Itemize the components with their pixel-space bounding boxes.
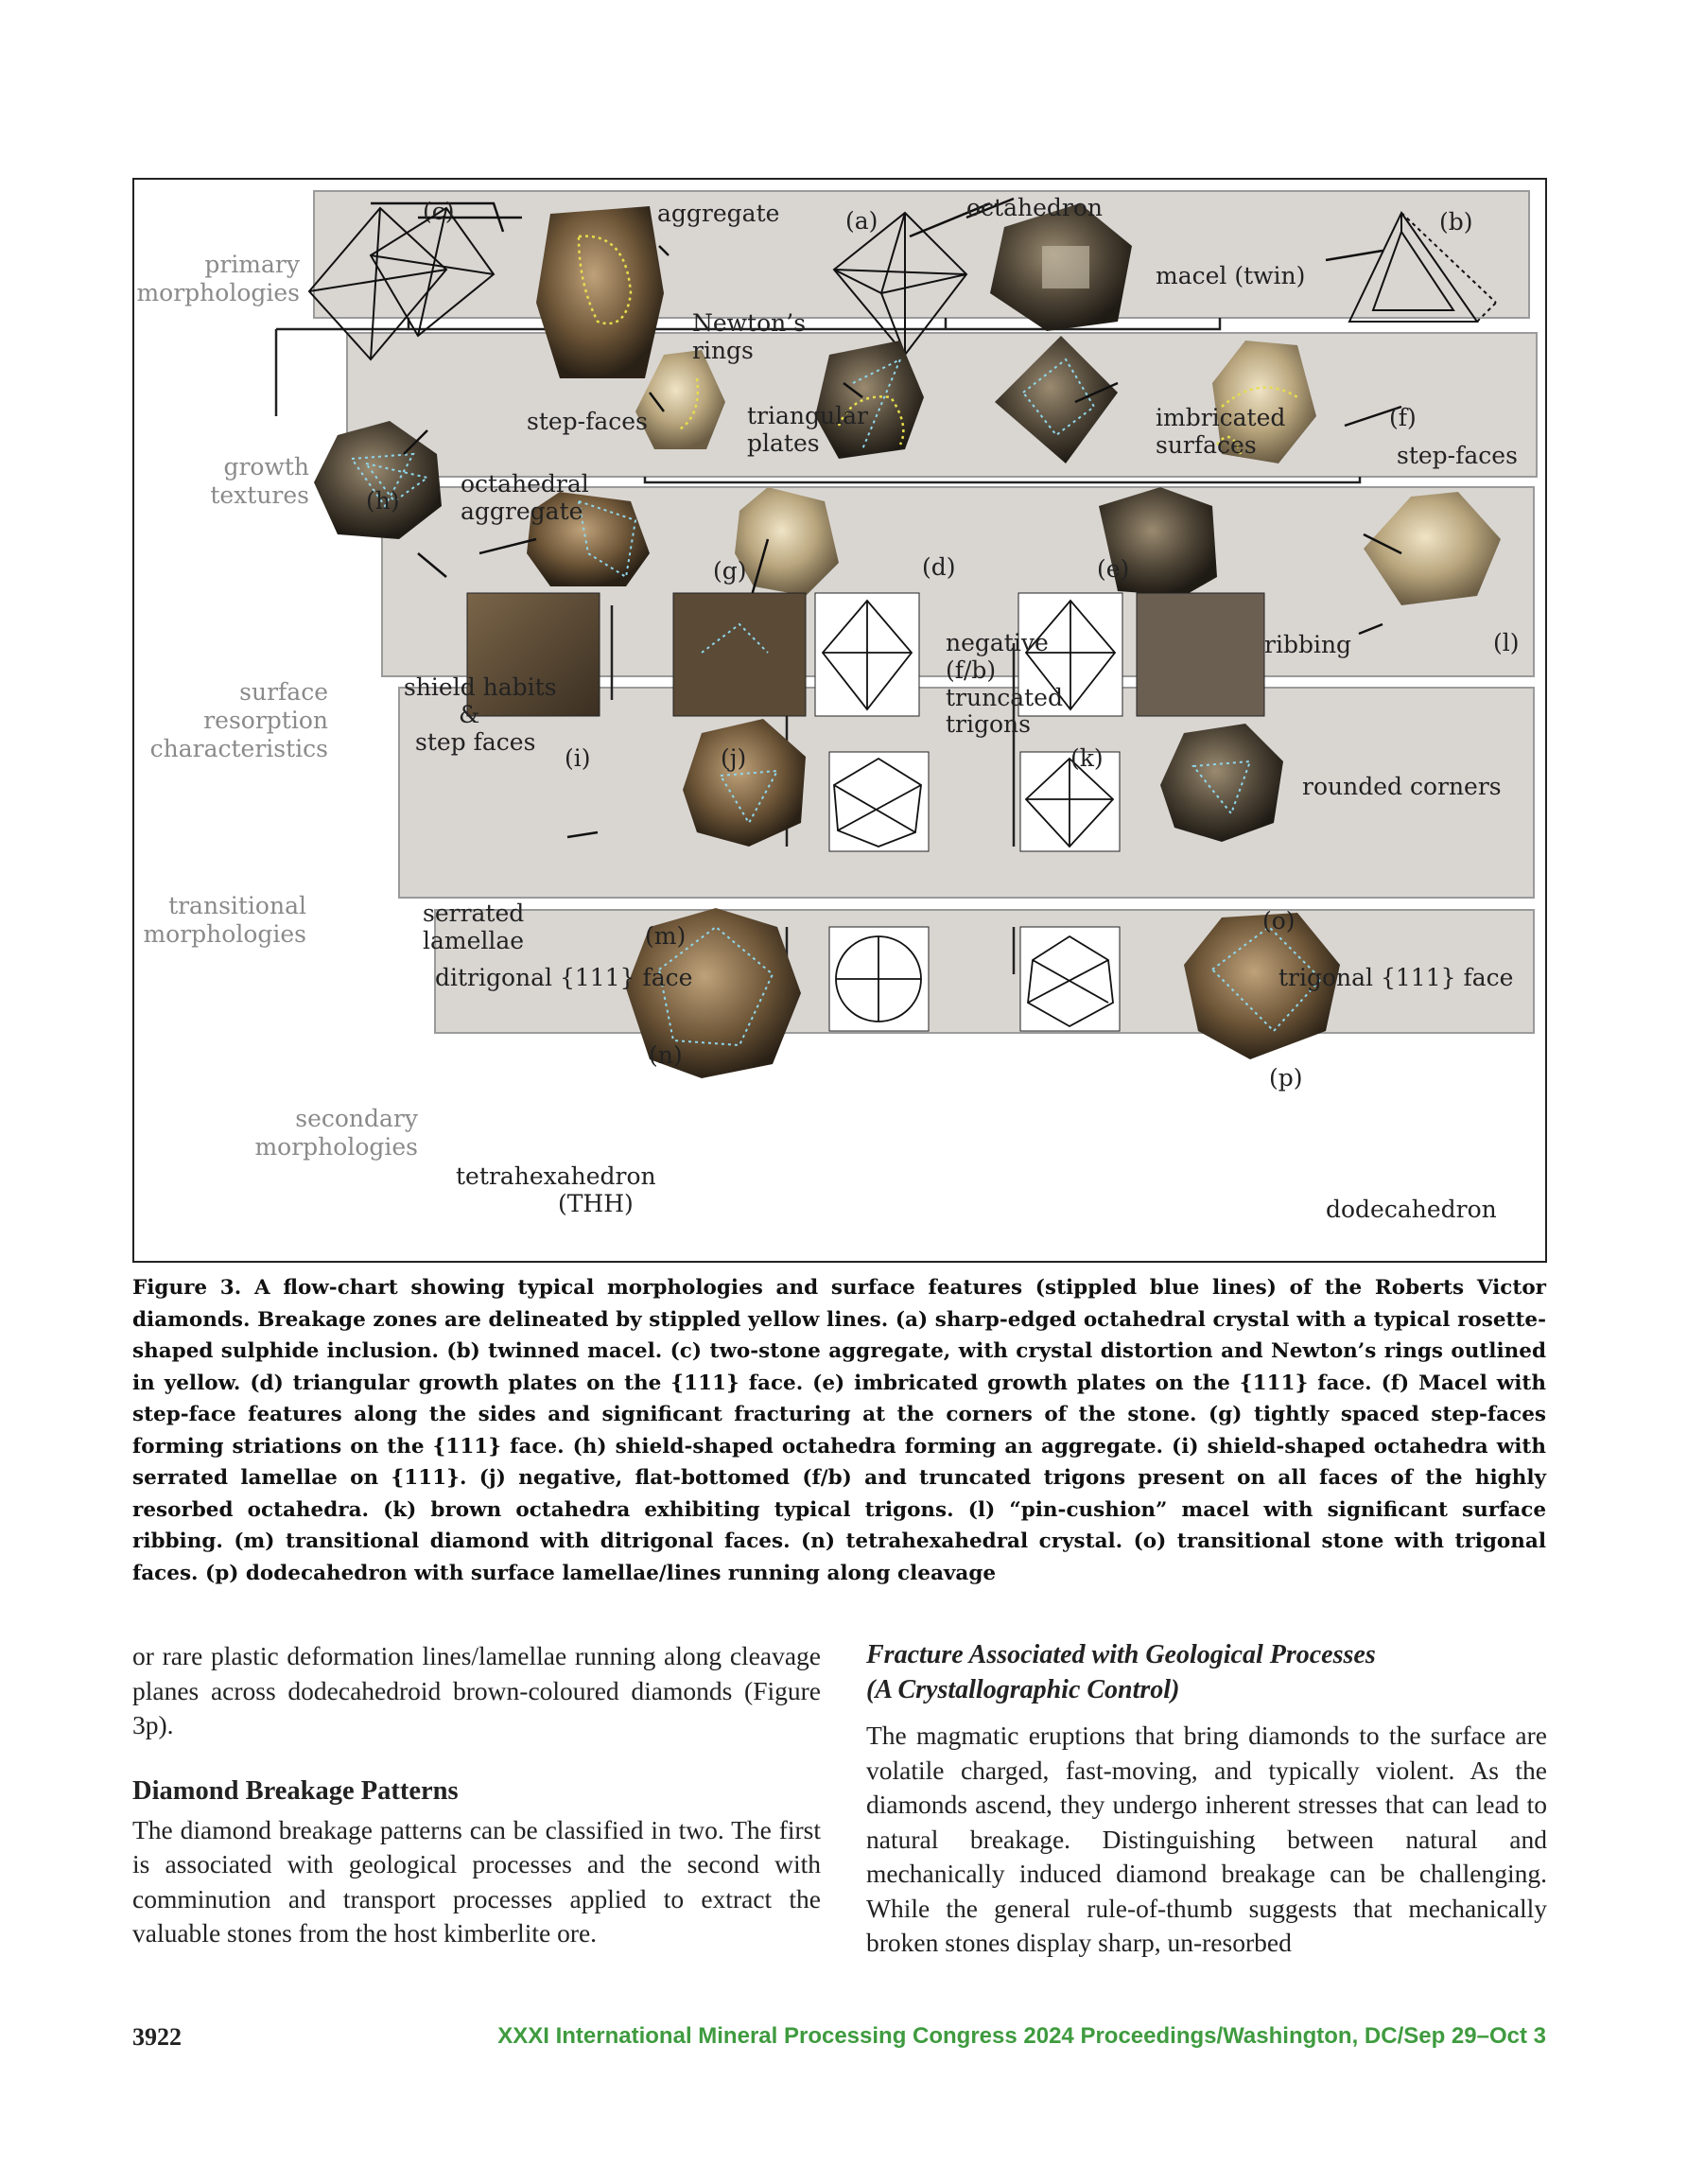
figure-graphics xyxy=(134,180,1545,1261)
label-a: (a) xyxy=(845,207,878,235)
label-step-faces-g: step-faces xyxy=(527,408,648,435)
label-octahedral-aggregate: octahedral aggregate xyxy=(461,470,589,525)
page-footer xyxy=(132,2023,1546,2061)
label-serrated-lamellae: serrated lamellae xyxy=(423,900,525,954)
ditrigonal-drawing xyxy=(829,752,929,851)
label-o: (o) xyxy=(1262,907,1296,935)
label-trigonal: trigonal {111} face xyxy=(1278,964,1514,991)
label-aggregate: aggregate xyxy=(657,200,780,227)
row-label-transitional: transitional morphologies xyxy=(143,892,306,948)
aggregate-stone-photo xyxy=(536,206,664,378)
label-triangular-plates: triangular plates xyxy=(747,402,868,457)
band-growth xyxy=(347,333,1537,477)
label-f: (f) xyxy=(1389,404,1417,431)
ribbing-photo xyxy=(1137,593,1264,716)
label-negative-trigons: negative (f/b) truncated trigons xyxy=(946,629,1063,739)
label-imbricated-surfaces: imbricated surfaces xyxy=(1156,404,1286,459)
label-thh: tetrahexahedron (THH) xyxy=(456,1162,656,1217)
row-label-surface: surface resorption characteristics xyxy=(149,678,328,762)
row-label-primary: primary morphologies xyxy=(136,251,300,306)
label-g: (g) xyxy=(713,557,747,585)
label-octahedron: octahedron xyxy=(966,194,1104,221)
right-column xyxy=(866,1637,1547,1961)
label-h: (h) xyxy=(366,487,400,515)
label-j: (j) xyxy=(721,744,747,772)
label-newtons-rings: Newton’s rings xyxy=(692,309,807,364)
label-shield-habits: shield habits & step faces xyxy=(404,673,557,756)
label-e: (e) xyxy=(1097,555,1130,583)
left-paragraph-2: The diamond breakage patterns can be classified in two. The first is associated with geological processes and the second with comminution and transport processes applied to extract the valuable stones from the host kimberlite ore. xyxy=(132,1814,821,1948)
row-label-growth: growth textures xyxy=(210,453,309,509)
label-macel: macel (twin) xyxy=(1156,262,1306,289)
row-label-secondary: secondary morphologies xyxy=(254,1105,418,1161)
label-dodecahedron: dodecahedron xyxy=(1326,1196,1497,1223)
figure-3-flowchart xyxy=(132,178,1547,1263)
label-step-faces-f: step-faces xyxy=(1397,442,1518,469)
label-m: (m) xyxy=(645,922,687,950)
label-rounded-corners: rounded corners xyxy=(1302,773,1502,800)
label-c: (c) xyxy=(423,198,455,225)
subsection-heading: Fracture Associated with Geological Processes (A Crystallographic Control) xyxy=(866,1640,1376,1704)
trigons-photo xyxy=(673,593,806,716)
running-footer: XXXI International Mineral Processing Congress 2024 Proceedings/Washington, DC/Sep 29–Oct 3 xyxy=(497,2023,1546,2049)
label-n: (n) xyxy=(649,1041,683,1069)
dodecahedron-drawing xyxy=(1020,927,1120,1031)
label-d: (d) xyxy=(922,553,956,581)
label-i: (i) xyxy=(565,744,591,772)
label-ribbing: ribbing xyxy=(1264,631,1352,658)
label-b: (b) xyxy=(1439,208,1473,236)
section-heading: Diamond Breakage Patterns xyxy=(132,1775,459,1806)
label-ditrigonal: ditrigonal {111} face xyxy=(435,964,693,991)
left-column xyxy=(132,1639,821,1951)
label-l: (l) xyxy=(1493,629,1520,656)
left-paragraph-1: or rare plastic deformation lines/lamellae running along cleavage planes across dodecahedroid brown-coloured diamonds (Figure 3p). xyxy=(132,1641,821,1739)
figure-caption: Figure 3. A flow-chart showing typical morphologies and surface features (stippled blue lines) of the Roberts Victor diamonds. Breakage zones are delineated by stippled yellow lines. (a) sharp-edged octahedral crystal with a typical rosette-shaped sulphide inclusion. (b) twinned macel. (c) two-stone aggregate, with crystal distortion and Newton’s rings outlined in yellow. (d) triangular growth plates on the {111} face. (e) imbricated growth plates on the {111} face. (f) Macel with step-face features along the sides and significant fracturing at the corners of the stone. (g) tightly spaced step-faces forming striations on the {111} face. (h) shield-shaped octahedra forming an aggregate. (i) shield-shaped octahedra with serrated lamellae on {111}. (j) negative, flat-bottomed (f/b) and truncated trigons present on all faces of the highly resorbed octahedra. (k) brown octahedra exhibiting typical trigons. (l) “pin-cushion” macel with significant surface ribbing. (m) transitional diamond with ditrigonal faces. (n) tetrahexahedral crystal. (o) transitional stone with trigonal faces. (p) dodecahedron with surface lamellae/lines running along cleavage xyxy=(132,1276,1546,1585)
right-paragraph-1: The magmatic eruptions that bring diamonds to the surface are volatile charged, fast-moving, and typically violent. As the diamonds ascend, they undergo inherent stresses that can lead to natural breakage. Distinguishing between natural and mechanically induced diamond breakage can be challenging. While the general rule-of-thumb suggests that mechanically broken stones display sharp, un-resorbed xyxy=(866,1721,1547,1957)
label-k: (k) xyxy=(1070,744,1104,772)
label-p: (p) xyxy=(1269,1064,1303,1092)
page-number: 3922 xyxy=(132,2023,182,2051)
